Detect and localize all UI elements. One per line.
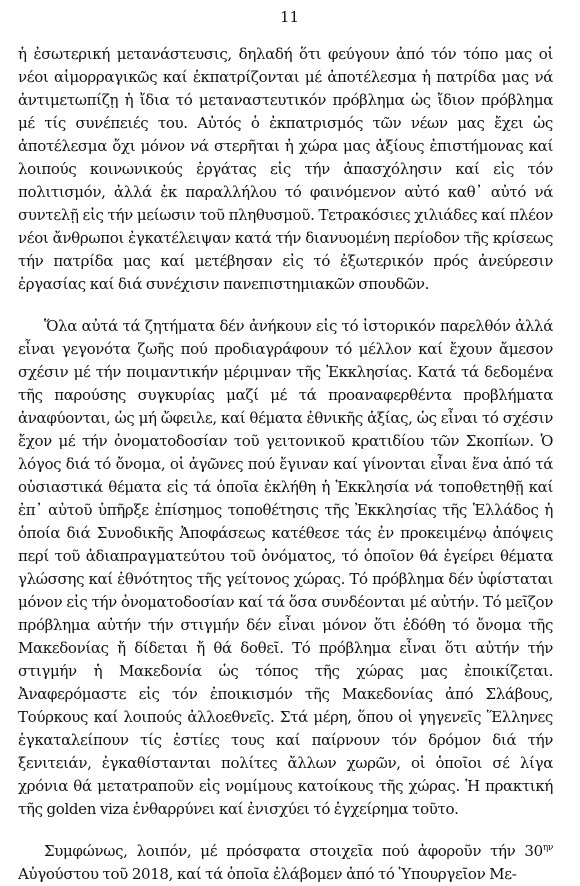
paragraph-statistics (18, 840, 553, 886)
paragraph-statistics-start: Συμφώνως, λοιπόν, μέ πρόσφατα στοιχεῖα πού ἀφοροῦν τήν 30 (44, 842, 543, 860)
ordinal-superscript: ην (542, 843, 553, 853)
paragraph-statistics-end: Αὐγούστου τοῦ 2018, καί τά ὁποῖα ἐλάβομεν ἀπό τό Ὑπουργεῖον Με- (18, 865, 517, 883)
paragraph-macedonia: Ὅλα αὐτά τά ζητήματα δέν ἀνήκουν εἰς τό ἱστορικόν παρελθόν ἀλλά εἶναι γεγονότα ζωῆς πού προδιαγράφουν τό μέλλον καί ἔχουν ἄμεσον σχέσιν μέ τήν ποιμαντικήν μέριμναν τῆς Ἐκκλησίας. Κατά τά δεδομένα τῆς παρούσης συγκυρίας μαζί μέ τά προαναφερθέντα προβλήματα ἀναφύονται, ὡς μή ὤφειλε, καί θέματα ἐθνικῆς ἀξίας, ὡς εἶναι τό σχέσιν ἔχον μέ τήν ὀνοματοδοσίαν τοῦ γειτονικοῦ κρατιδίου τῶν Σκοπίων. Ὁ λόγος διά τό ὄνομα, οἱ ἀγῶνες πού ἔγιναν καί γίνονται εἶναι ἕνα ἀπό τά οὐσιαστικά θέματα εἰς τά ὁποῖα ἐκλήθη ἡ Ἐκκλησία νά τοποθετηθῇ καί ἐπ᾽ αὐτοῦ ὑπῆρξε ἐπίσημος τοποθέτησις τῆς Ἐκκλησίας τῆς Ἑλλάδος ἡ ὁποία διά Συνοδικῆς Ἀποφάσεως κατέθεσε τάς ἐν προκειμένῳ ἀπόψεις περί τοῦ ἀδιαπραγματεύτου τοῦ ὀνόματος, τό ὁποῖον θά ἐγείρει θέματα γλώσσης καί ἐθνότητος τῆς γείτονος χώρας. Τό πρόβλημα δέν ὑφίσταται μόνον εἰς τήν ὀνοματοδοσίαν καί τά ὅσα συνδέονται μέ αὐτήν. Τό μεῖζον πρόβλημα αὐτήν τήν στιγμήν δέν εἶναι μόνον ὅτι ἐδόθη τό ὄνομα τῆς Μακεδονίας ἤ δίδεται ἤ θά δοθεῖ. Τό πρόβλημα εἶναι ὅτι αὐτήν τήν στιγμήν ἡ Μακεδονία ὡς τόπος τῆς χώρας μας ἐποικίζεται. Ἀναφερόμαστε εἰς τόν ἐποικισμόν τῆς Μακεδονίας ἀπό Σλάβους, Τούρκους καί λοιπούς ἀλλοεθνεῖς. Στά μέρη, ὅπου οἱ γηγενεῖς Ἕλληνες ἐγκαταλείπουν τίς ἑστίες τους καί παίρνουν τόν δρόμον διά τήν ξενιτειάν, ἐγκαθίστανται πολίτες ἄλλων χωρῶν, οἱ ὁποῖοι σέ λίγα χρόνια θά μετατραποῦν εἰς νομίμους κατοίκους τῆς χώρας. Ἡ πρακτική τῆς golden viza ἐνθαρρύνει καί ἐνισχύει τό ἐγχείρημα τοῦτο. (18, 317, 553, 818)
paragraph-emigration: ἡ ἐσωτερική μετανάστευσις, δηλαδή ὅτι φεύγουν ἀπό τόν τόπο μας οἱ νέοι αἱμορραγικῶς καί ἐκπατρίζονται μέ ἀποτέλεσμα ἡ πατρίδα μας νά ἀντιμετωπίζῃ ἡ ἴδια τό μεταναστευτικόν πρόβλημα ὡς ἴδιον πρόβλημα μέ τίς συνέπειές του. Αὐτός ὁ ἐκπατρισμός τῶν νέων μας ἔχει ὡς ἀποτέλεσμα ὄχι μόνον νά στερῆται ἡ χώρα μας ἀξίους ἐπιστήμονας καί λοιπούς κοινωνικούς ἐργάτας εἰς τήν ἀπασχόλησιν καί εἰς τόν πολιτισμόν, ἀλλά ἐκ παραλλήλου τό φαινόμενον αὐτό καθ᾽ αὐτό νά συντελῇ εἰς τήν μείωσιν τοῦ πληθυσμοῦ. Τετρακόσιες χιλιάδες καί πλέον νέοι ἄνθρωποι ἐγκατέλειψαν κατά τήν διανυομένη περίοδον τῆς κρίσεως τήν πατρίδα μας καί μετέβησαν εἰς τό ἐξωτερικόν πρός ἀνεύρεσιν ἐργασίας καί διά συνέχισιν πανεπιστημιακῶν σπουδῶν. (18, 45, 553, 293)
page-number: 11 (279, 8, 300, 26)
